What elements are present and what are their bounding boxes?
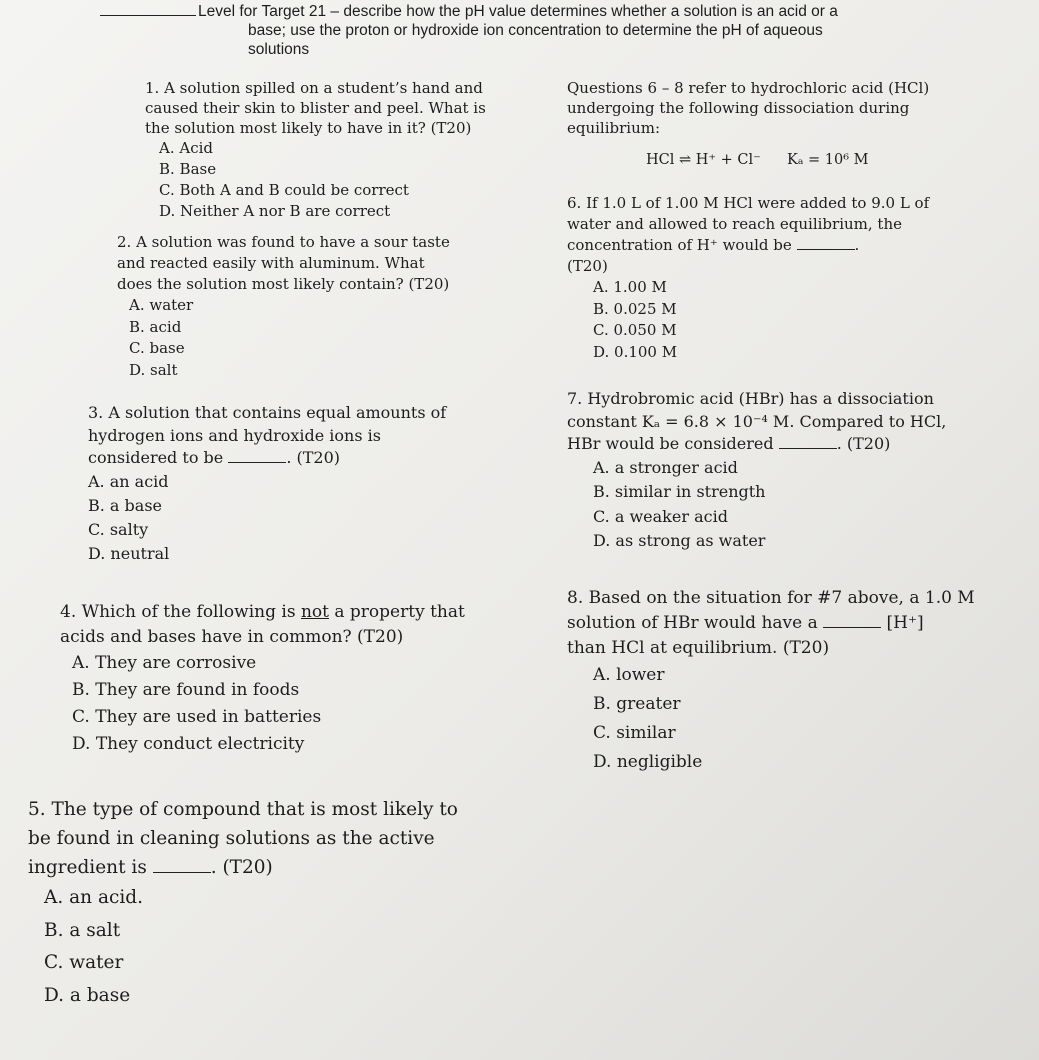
- question-7-stem: 7. Hydrobromic acid (HBr) has a dissociation constant Kₐ = 6.8 × 10⁻⁴ M. Compared to HCl, HBr would be considered . (T20): [567, 389, 947, 453]
- question-4-stem: 4. Which of the following is not a property that acids and bases have in common? (T20): [60, 602, 465, 647]
- question-4: [60, 600, 540, 758]
- question-6-stem: 6. If 1.0 L of 1.00 M HCl were added to 9.0 L of water and allowed to reach equilibrium, the concentration of H⁺ would be . (T20): [567, 194, 930, 275]
- header-line-1: Level for Target 21 – describe how the pH value determines whether a solution is an acid or a: [100, 2, 1000, 21]
- question-3-option-b: B. a base: [88, 495, 163, 515]
- question-5-option-b: B. a salt: [44, 919, 121, 941]
- question-7-option-b: B. similar in strength: [593, 482, 766, 501]
- question-5-answer-blank: [153, 872, 211, 873]
- question-3: [88, 402, 548, 566]
- header-line-3: solutions: [248, 41, 310, 58]
- question-5-option-a: A. an acid.: [44, 887, 143, 908]
- question-4-option-c: C. They are used in batteries: [72, 707, 322, 727]
- question-7: [567, 388, 1017, 554]
- question-3-option-c: C. salty: [88, 519, 149, 539]
- question-2-option-b: B. acid: [129, 317, 182, 336]
- question-4-option-a: A. They are corrosive: [72, 653, 257, 673]
- question-8: [567, 586, 1027, 777]
- question-2-stem: 2. A solution was found to have a sour taste and reacted easily with aluminum. What does the solution most likely contain? (T20): [117, 233, 450, 293]
- question-4-option-b: B. They are found in foods: [72, 680, 300, 700]
- dissociation-constant: Kₐ = 10⁶ M: [787, 152, 869, 168]
- question-8-option-c: C. similar: [593, 723, 676, 743]
- question-1-option-d: D. Neither A nor B are correct: [159, 202, 391, 220]
- question-7-option-d: D. as strong as water: [593, 531, 766, 550]
- question-3-stem: 3. A solution that contains equal amounts of hydrogen ions and hydroxide ions is considered to be . (T20): [88, 403, 447, 467]
- level-blank: [100, 15, 196, 16]
- question-2-option-c: C. base: [129, 339, 185, 357]
- question-8-option-d: D. negligible: [593, 752, 703, 772]
- question-6: [567, 193, 997, 363]
- question-6-option-a: A. 1.00 M: [593, 278, 667, 296]
- question-5-stem: 5. The type of compound that is most likely to be found in cleaning solutions as the active ingredient is . (T20): [28, 799, 458, 878]
- question-7-option-c: C. a weaker acid: [593, 506, 728, 526]
- question-3-option-d: D. neutral: [88, 543, 170, 563]
- question-7-option-a: A. a stronger acid: [593, 457, 738, 477]
- target-header: [100, 2, 1000, 59]
- question-3-answer-blank: [228, 462, 286, 463]
- question-6-option-b: B. 0.025 M: [593, 299, 677, 318]
- question-8-stem: 8. Based on the situation for #7 above, a 1.0 M solution of HBr would have a [H⁺] than HCl at equilibrium. (T20): [567, 588, 975, 658]
- question-1-option-b: B. Base: [159, 160, 217, 178]
- question-5-option-c: C. water: [44, 952, 124, 973]
- question-8-option-b: B. greater: [593, 694, 681, 714]
- question-6-option-c: C. 0.050 M: [593, 321, 677, 339]
- question-2-option-a: A. water: [129, 296, 194, 314]
- intro-text: Questions 6 – 8 refer to hydrochloric acid (HCl) undergoing the following dissociation during equilibrium:: [567, 79, 930, 137]
- dissociation-equation: HCl ⇌ H⁺ + Cl⁻: [646, 152, 761, 168]
- question-5: [28, 795, 508, 1012]
- question-7-answer-blank: [779, 448, 837, 449]
- header-line-2: base; use the proton or hydroxide ion concentration to determine the pH of aqueous: [248, 22, 823, 39]
- question-5-option-d: D. a base: [44, 984, 131, 1006]
- question-2-option-d: D. salt: [129, 360, 178, 379]
- question-8-answer-blank: [823, 627, 881, 628]
- question-1-stem: 1. A solution spilled on a student’s hand and caused their skin to blister and peel. What is the solution most likely to have in it? (T20): [145, 79, 486, 137]
- question-6-answer-blank: [797, 249, 855, 250]
- question-6-option-d: D. 0.100 M: [593, 342, 678, 361]
- questions-6-8-intro: [567, 78, 987, 138]
- question-1-option-a: A. Acid: [159, 139, 214, 157]
- question-8-option-a: A. lower: [593, 665, 665, 685]
- question-1-option-c: C. Both A and B could be correct: [159, 181, 409, 199]
- question-1: [145, 78, 565, 222]
- question-2: [117, 232, 557, 381]
- question-3-option-a: A. an acid: [88, 471, 169, 491]
- question-4-option-d: D. They conduct electricity: [72, 734, 305, 754]
